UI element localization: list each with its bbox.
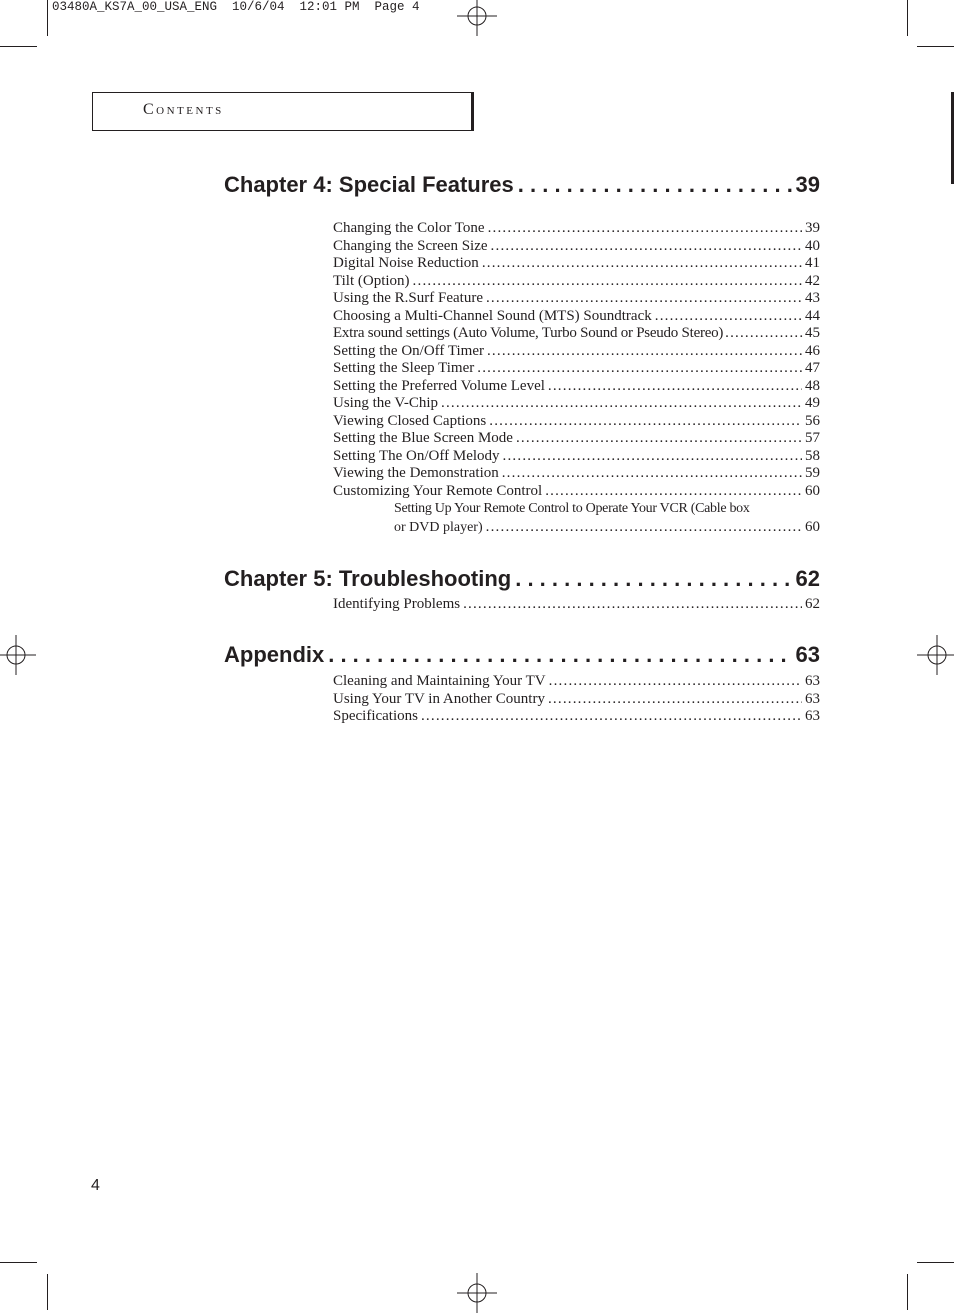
- toc-entry[interactable]: [333, 673, 820, 691]
- entry-page-number: 56: [805, 412, 820, 429]
- toc-entry[interactable]: [333, 430, 820, 448]
- dot-leader: [502, 465, 802, 483]
- page-number: 4: [91, 1177, 100, 1194]
- registration-mark-icon: [457, 1273, 497, 1313]
- dot-leader: [491, 238, 802, 256]
- toc-entry[interactable]: [333, 308, 820, 326]
- crop-mark: [917, 1262, 954, 1263]
- entry-label: Extra sound settings (Auto Volume, Turbo Sound or Pseudo Stereo): [333, 325, 724, 341]
- entry-label: Digital Noise Reduction: [333, 255, 479, 271]
- entry-label: Using the V-Chip: [333, 395, 439, 411]
- entry-page-number: 40: [805, 237, 820, 254]
- crop-mark: [907, 1274, 908, 1310]
- toc-entry[interactable]: [333, 220, 820, 238]
- entry-label: Using the R.Surf Feature: [333, 290, 483, 306]
- crop-mark: [47, 0, 48, 36]
- dot-leader: [488, 220, 802, 238]
- entry-page-number: 58: [805, 447, 820, 464]
- subentry-label-line2: or DVD player): [394, 520, 483, 535]
- chapter-page-number: 39: [795, 172, 820, 197]
- dot-leader: [548, 691, 802, 709]
- entry-label: Setting the Blue Screen Mode: [333, 430, 513, 446]
- entry-label: Setting The On/Off Melody: [333, 447, 500, 464]
- crop-mark: [47, 1274, 48, 1310]
- entry-page-number: 63: [805, 673, 820, 689]
- entry-page-number: 47: [805, 360, 820, 376]
- dot-leader: [549, 673, 802, 691]
- toc-subentry[interactable]: [394, 500, 820, 537]
- toc-entry[interactable]: [333, 325, 820, 343]
- dot-leader: [421, 708, 802, 726]
- dot-leader: [489, 413, 802, 431]
- entry-label: Customizing Your Remote Control: [333, 482, 543, 499]
- dot-leader: [486, 290, 802, 308]
- entry-page-number: 44: [805, 307, 820, 324]
- entry-page-number: 62: [805, 596, 820, 612]
- page-title: Contents: [143, 101, 224, 118]
- entry-page-number: 60: [805, 482, 820, 499]
- entry-label: Viewing the Demonstration: [333, 465, 499, 481]
- entry-label: Setting the Sleep Timer: [333, 360, 475, 376]
- entry-label: Cleaning and Maintaining Your TV: [333, 673, 546, 689]
- entry-label: Choosing a Multi-Channel Sound (MTS) Soundtrack: [333, 307, 652, 324]
- registration-mark-icon: [917, 635, 954, 675]
- entry-label: Changing the Screen Size: [333, 237, 488, 254]
- toc-entry[interactable]: [333, 255, 820, 273]
- dot-leader: [482, 255, 802, 273]
- toc-entry[interactable]: [333, 691, 820, 709]
- entry-label: Tilt (Option): [333, 272, 410, 289]
- entry-page-number: 59: [805, 465, 820, 481]
- print-slug-line: 03480A_KS7A_00_USA_ENG 10/6/04 12:01 PM Page 4: [52, 0, 420, 14]
- dot-leader: [725, 325, 803, 343]
- entry-page-number: 41: [805, 255, 820, 271]
- toc-entry[interactable]: [333, 465, 820, 483]
- chapter-heading[interactable]: [224, 172, 820, 198]
- registration-mark-icon: [0, 635, 36, 675]
- entry-label: Specifications: [333, 708, 418, 724]
- toc-entry[interactable]: [333, 395, 820, 413]
- dot-leader: [486, 518, 802, 536]
- toc-entry[interactable]: [333, 413, 820, 431]
- dot-leader: [545, 483, 802, 501]
- dot-leader: [463, 596, 802, 614]
- dot-leader: [413, 273, 802, 291]
- entry-label: Identifying Problems: [333, 596, 461, 612]
- chapter-page-number: 63: [795, 642, 820, 667]
- toc-entry[interactable]: [333, 238, 820, 256]
- dot-leader: [548, 378, 802, 396]
- chapter-title: Chapter 5: Troubleshooting: [224, 566, 512, 591]
- entry-label: Setting the On/Off Timer: [333, 342, 484, 359]
- dot-leader: [328, 642, 791, 668]
- chapter-heading[interactable]: [224, 566, 820, 592]
- dot-leader: [441, 395, 802, 413]
- crop-mark: [0, 1262, 37, 1263]
- chapter-heading[interactable]: [224, 642, 820, 668]
- toc-entry[interactable]: [333, 360, 820, 378]
- dot-leader: [487, 343, 802, 361]
- entry-label: Using Your TV in Another Country: [333, 690, 545, 707]
- entry-page-number: 46: [805, 342, 820, 359]
- toc-entry[interactable]: [333, 290, 820, 308]
- subentry-label-line1: Setting Up Your Remote Control to Operate Your VCR (Cable box: [394, 501, 750, 516]
- entry-page-number: 63: [805, 708, 820, 724]
- registration-mark-icon: [457, 0, 497, 36]
- dot-leader: [503, 448, 802, 466]
- entry-label: Setting the Preferred Volume Level: [333, 377, 545, 394]
- entry-page-number: 39: [805, 220, 820, 236]
- toc-entry[interactable]: [333, 483, 820, 501]
- dot-leader: [655, 308, 802, 326]
- toc-entry[interactable]: [333, 596, 820, 614]
- dot-leader: [477, 360, 802, 378]
- crop-mark: [907, 0, 908, 36]
- entry-page-number: 63: [805, 690, 820, 707]
- entry-page-number: 45: [805, 325, 820, 341]
- toc-entry[interactable]: [333, 448, 820, 466]
- chapter-title: Chapter 4: Special Features: [224, 172, 514, 197]
- crop-mark: [0, 46, 37, 47]
- entry-page-number: 49: [805, 395, 820, 411]
- entry-page-number: 60: [805, 519, 820, 535]
- dot-leader: [516, 430, 802, 448]
- entry-page-number: 48: [805, 377, 820, 394]
- crop-mark: [917, 46, 954, 47]
- chapter-page-number: 62: [795, 566, 820, 591]
- toc-entry[interactable]: [333, 708, 820, 726]
- dot-leader: [518, 172, 792, 198]
- entry-label: Viewing Closed Captions: [333, 412, 487, 429]
- dot-leader: [515, 566, 791, 592]
- chapter-title: Appendix: [224, 642, 325, 667]
- entry-page-number: 57: [805, 430, 820, 446]
- toc-entry[interactable]: [333, 343, 820, 361]
- entry-label: Changing the Color Tone: [333, 220, 485, 236]
- toc-entry[interactable]: [333, 273, 820, 291]
- toc-entry[interactable]: [333, 378, 820, 396]
- entry-page-number: 42: [805, 272, 820, 289]
- entry-page-number: 43: [805, 290, 820, 306]
